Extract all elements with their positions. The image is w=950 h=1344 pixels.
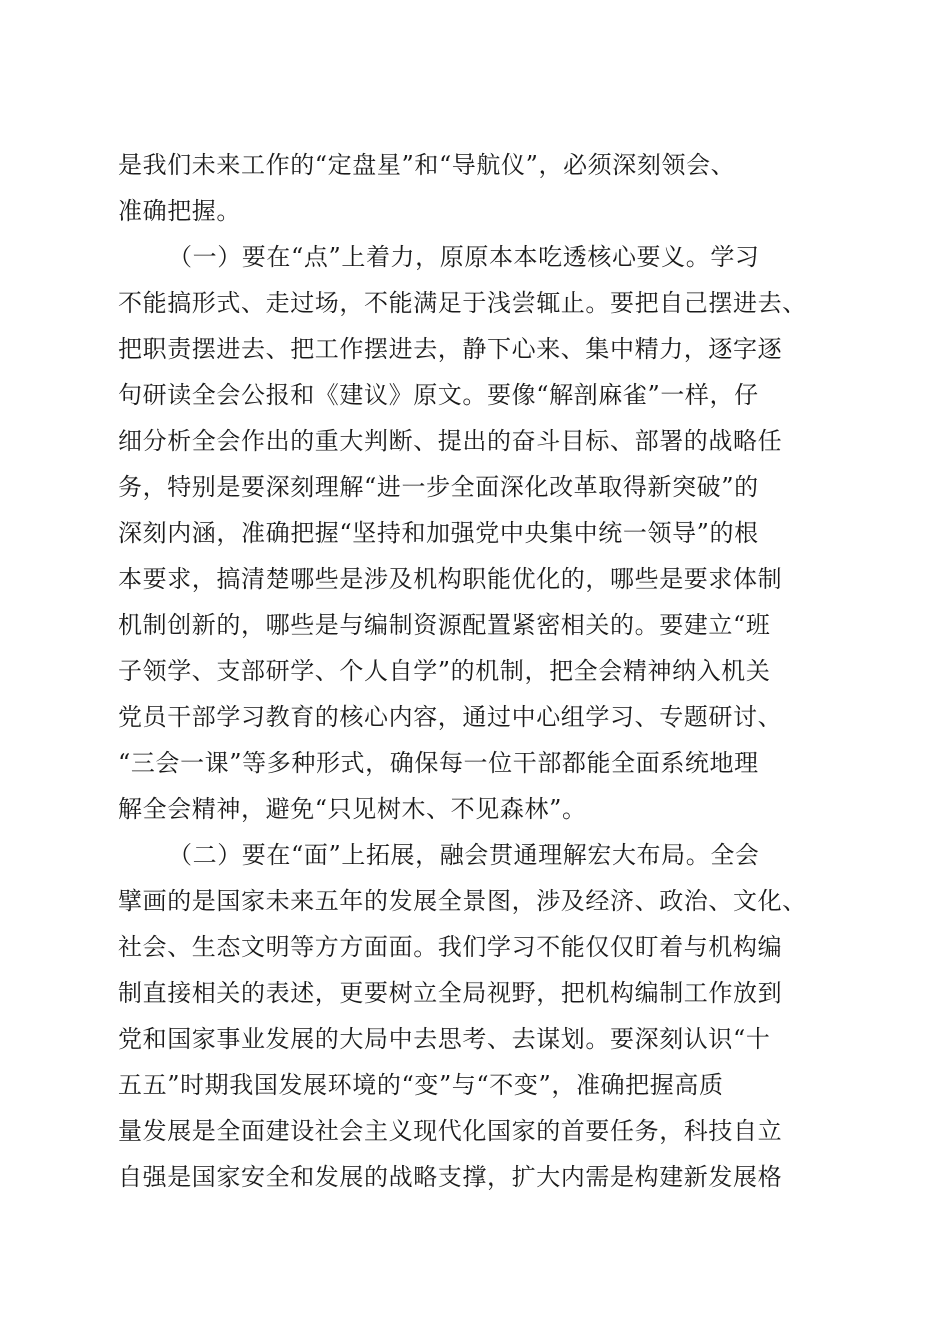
text-line-20: 党和国家事业发展的大局中去思考、去谋划。要深刻认识“十	[118, 1025, 771, 1053]
text-line-11: 机制创新的，哪些是与编制资源配置紧密相关的。要建立“班	[118, 611, 771, 639]
text-line-2: 准确把握。	[118, 197, 241, 225]
text-line-15: 解全会精神，避免“只见树木、不见森林”。	[118, 795, 587, 823]
section-1-heading-line: （一）要在“点”上着力，原原本本吃透核心要义。学习	[168, 243, 760, 271]
text-line-22: 量发展是全面建设社会主义现代化国家的首要任务，科技自立	[118, 1117, 783, 1145]
text-line-14: “三会一课”等多种形式，确保每一位干部都能全面系统地理	[118, 749, 759, 777]
text-line-5: 把职责摆进去、把工作摆进去，静下心来、集中精力，逐字逐	[118, 335, 783, 363]
text-line-18: 社会、生态文明等方方面面。我们学习不能仅仅盯着与机构编	[118, 933, 783, 961]
text-line-6: 句研读全会公报和《建议》原文。要像“解剖麻雀”一样，仔	[118, 381, 759, 409]
text-line-9: 深刻内涵，准确把握“坚持和加强党中央集中统一领导”的根	[118, 519, 759, 547]
text-line-7: 细分析全会作出的重大判断、提出的奋斗目标、部署的战略任	[118, 427, 783, 455]
text-line-12: 子领学、支部研学、个人自学”的机制，把全会精神纳入机关	[118, 657, 771, 685]
text-line-17: 擘画的是国家未来五年的发展全景图，涉及经济、政治、文化、	[118, 887, 807, 915]
text-line-13: 党员干部学习教育的核心内容，通过中心组学习、专题研讨、	[118, 703, 783, 731]
text-line-1: 是我们未来工作的“定盘星”和“导航仪”，必须深刻领会、	[118, 151, 736, 179]
text-line-21: 五五”时期我国发展环境的“变”与“不变”，准确把握高质	[118, 1071, 724, 1099]
text-line-19: 制直接相关的表述，更要树立全局视野，把机构编制工作放到	[118, 979, 783, 1007]
text-line-23: 自强是国家安全和发展的战略支撑，扩大内需是构建新发展格	[118, 1163, 783, 1191]
text-line-4: 不能搞形式、走过场，不能满足于浅尝辄止。要把自己摆进去、	[118, 289, 807, 317]
text-line-8: 务，特别是要深刻理解“进一步全面深化改革取得新突破”的	[118, 473, 759, 501]
section-2-heading-line: （二）要在“面”上拓展，融会贯通理解宏大布局。全会	[168, 841, 760, 869]
text-line-10: 本要求，搞清楚哪些是涉及机构职能优化的，哪些是要求体制	[118, 565, 783, 593]
